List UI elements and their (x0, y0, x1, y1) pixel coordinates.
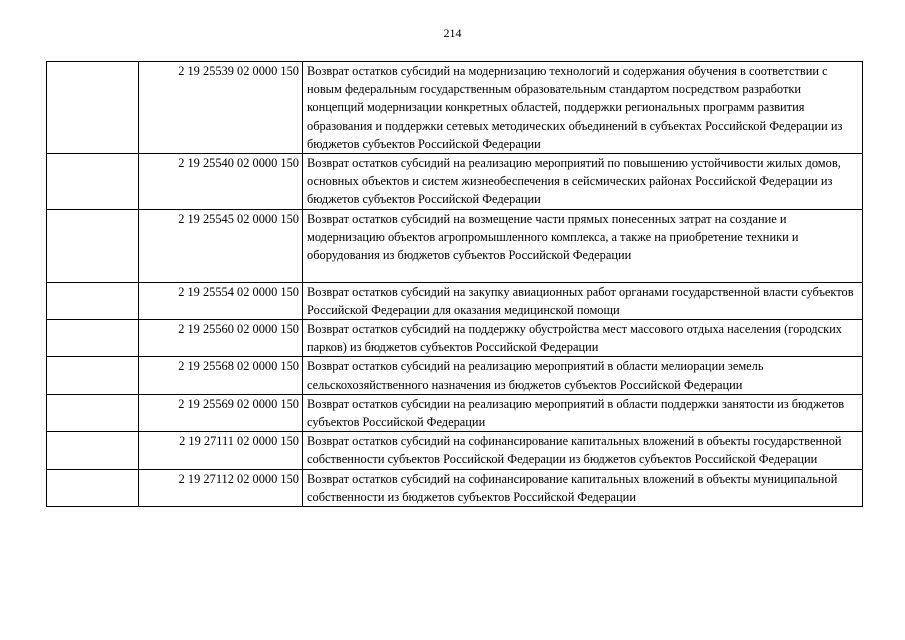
table-row (47, 209, 863, 282)
admin-code-cell (47, 154, 139, 210)
admin-code-cell (47, 357, 139, 394)
description-cell: Возврат остатков субсидий на модернизацию технологий и содержания обучения в соответствии с новым федеральным государственным образовательным стандартом посредством разработки концепций модернизации конкретных областей, поддержки региональных программ развития образования и поддержки сетевых методических объединений в субъектах Российской Федерации из бюджетов субъектов Российской Федерации (303, 62, 863, 154)
admin-code-cell (47, 282, 139, 319)
admin-code-cell (47, 320, 139, 357)
description-cell: Возврат остатков субсидий на реализацию мероприятий по повышению устойчивости жилых домов, основных объектов и систем жизнеобеспечения в сейсмических районах Российской Федерации из бюджетов субъектов Российской Федерации (303, 154, 863, 210)
description-cell: Возврат остатков субсидий на закупку авиационных работ органами государственной власти субъектов Российской Федерации для оказания медицинской помощи (303, 282, 863, 319)
budget-code-cell: 2 19 25554 02 0000 150 (139, 282, 303, 319)
admin-code-cell (47, 469, 139, 506)
budget-code-cell: 2 19 25540 02 0000 150 (139, 154, 303, 210)
description-cell: Возврат остатков субсидии на реализацию мероприятий в области поддержки занятости из бюджетов субъектов Российской Федерации (303, 394, 863, 431)
admin-code-cell (47, 432, 139, 469)
budget-code-cell: 2 19 25560 02 0000 150 (139, 320, 303, 357)
table-row (47, 469, 863, 506)
description-cell: Возврат остатков субсидий на поддержку обустройства мест массового отдыха населения (городских парков) из бюджетов субъектов Российской Федерации (303, 320, 863, 357)
table-row (47, 357, 863, 394)
budget-code-cell: 2 19 27112 02 0000 150 (139, 469, 303, 506)
description-cell: Возврат остатков субсидий на реализацию мероприятий в области мелиорации земель сельскохозяйственного назначения из бюджетов субъектов Российской Федерации (303, 357, 863, 394)
page-number: 214 (443, 26, 462, 40)
admin-code-cell (47, 62, 139, 154)
description-cell: Возврат остатков субсидий на софинансирование капитальных вложений в объекты муниципальной собственности из бюджетов субъектов Российской Федерации (303, 469, 863, 506)
table-row (47, 394, 863, 431)
table-row (47, 320, 863, 357)
admin-code-cell (47, 209, 139, 282)
budget-code-cell: 2 19 25545 02 0000 150 (139, 209, 303, 282)
description-cell: Возврат остатков субсидий на возмещение части прямых понесенных затрат на создание и модернизацию объектов агропромышленного комплекса, а также на приобретение техники и оборудования из бюджетов субъектов Российской Федерации (303, 209, 863, 282)
budget-code-cell: 2 19 25568 02 0000 150 (139, 357, 303, 394)
description-cell: Возврат остатков субсидий на софинансирование капитальных вложений в объекты государственной собственности субъектов Российской Федерации из бюджетов субъектов Российской Федерации (303, 432, 863, 469)
admin-code-cell (47, 394, 139, 431)
budget-code-cell: 2 19 25539 02 0000 150 (139, 62, 303, 154)
budget-code-cell: 2 19 27111 02 0000 150 (139, 432, 303, 469)
table-row (47, 62, 863, 154)
budget-classification-table (46, 61, 863, 507)
table-row (47, 154, 863, 210)
budget-code-cell: 2 19 25569 02 0000 150 (139, 394, 303, 431)
table-row (47, 432, 863, 469)
table-row (47, 282, 863, 319)
